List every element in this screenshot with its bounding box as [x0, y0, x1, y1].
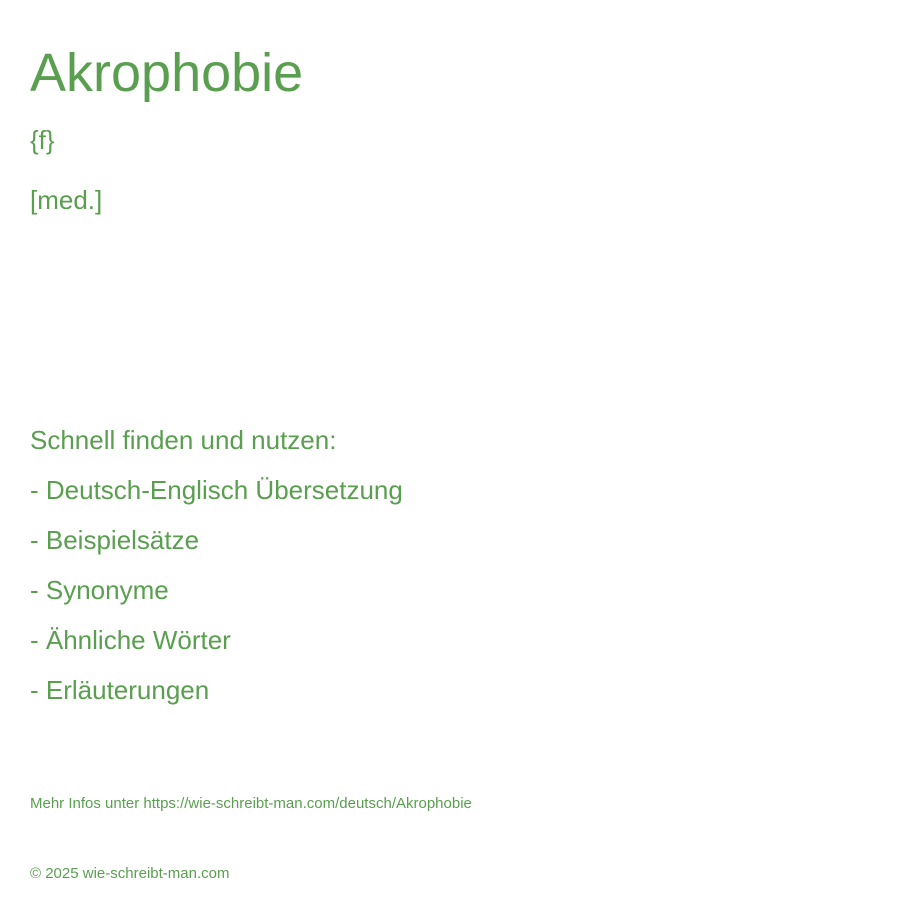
features-section [30, 424, 403, 724]
feature-item-synonyms: - Synonyme [30, 575, 169, 605]
feature-item-similar-words: - Ähnliche Wörter [30, 625, 231, 655]
feature-item-explanations: - Erläuterungen [30, 675, 210, 705]
subject-category: [med.] [30, 185, 103, 215]
feature-item-translation: - Deutsch-Englisch Übersetzung [30, 475, 403, 505]
copyright-text: © 2025 wie-schreibt-man.com [30, 865, 230, 882]
features-list [30, 474, 403, 706]
more-info-text: Mehr Infos unter https://wie-schreibt-man.com/deutsch/Akrophobie [30, 795, 472, 812]
features-heading: Schnell finden und nutzen: [30, 425, 337, 455]
feature-item-example-sentences: - Beispielsätze [30, 525, 200, 555]
grammatical-gender: {f} [30, 125, 55, 155]
page-title: Akrophobie [30, 43, 304, 103]
